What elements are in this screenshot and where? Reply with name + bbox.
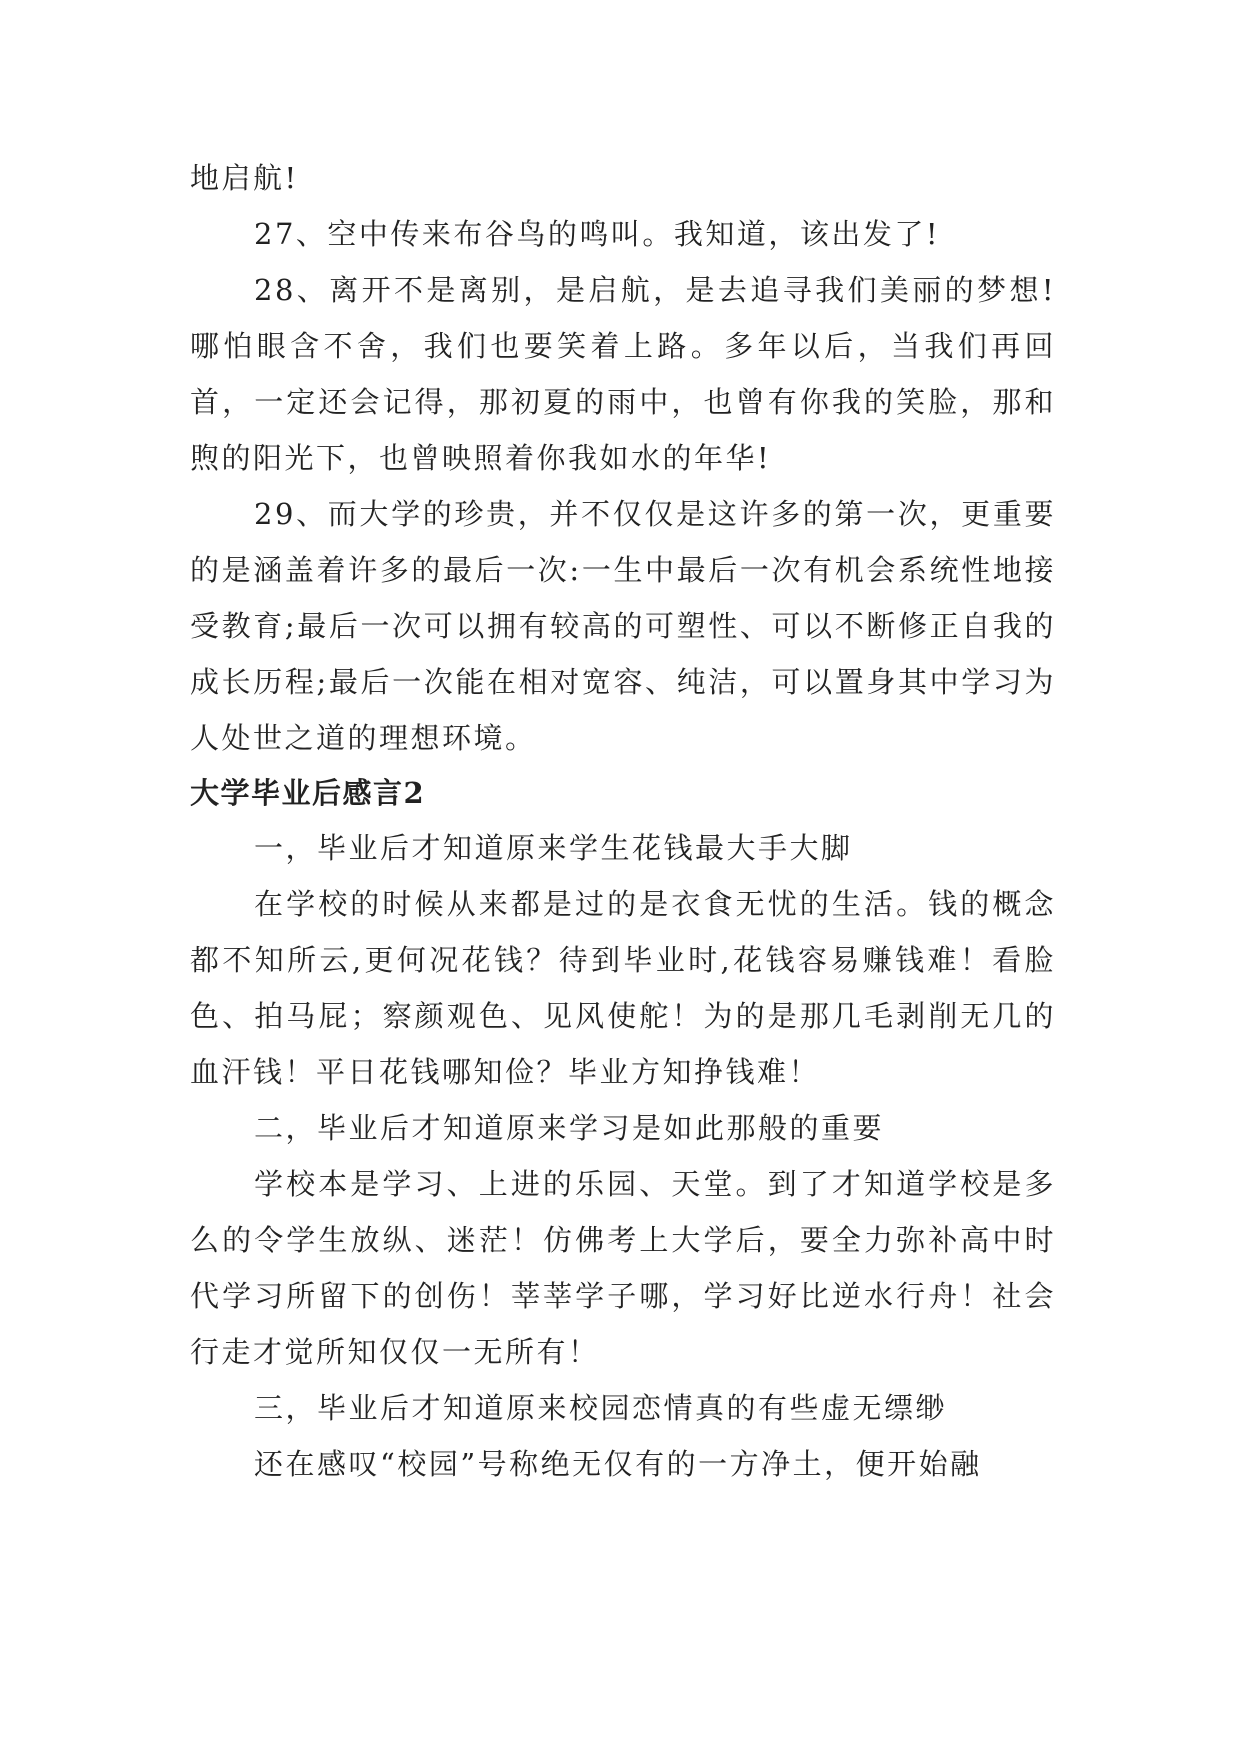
- paragraph-29: 29、而大学的珍贵，并不仅仅是这许多的第一次，更重要的是涵盖着许多的最后一次:一生中最后一次有机会系统性地接受教育;最后一次可以拥有较高的可塑性、可以不断修正自我的成长历程;最后一次能在相对宽容、纯洁，可以置身其中学习为人处世之道的理想环境。: [190, 497, 1056, 755]
- paragraph-28: 28、离开不是离别，是启航，是去追寻我们美丽的梦想!哪怕眼含不舍，我们也要笑着上路。多年以后，当我们再回首，一定还会记得，那初夏的雨中，也曾有你我的笑脸，那和煦的阳光下，也曾映照着你我如水的年华!: [190, 273, 1056, 475]
- paragraph-2: 学校本是学习、上进的乐园、天堂。到了才知道学校是多么的令学生放纵、迷茫！仿佛考上大学后，要全力弥补高中时代学习所留下的创伤！莘莘学子哪，学习好比逆水行舟！社会行走才觉所知仅仅一无所有！: [190, 1167, 1056, 1369]
- paragraph-3: 还在感叹“校园”号称绝无仅有的一方净土，便开始融: [254, 1447, 982, 1481]
- paragraph-27: 27、空中传来布谷鸟的鸣叫。我知道，该出发了!: [254, 217, 941, 251]
- section-title: 大学毕业后感言2: [190, 776, 426, 810]
- document-page: [190, 150, 1056, 1492]
- subheading-1: 一，毕业后才知道原来学生花钱最大手大脚: [254, 831, 853, 865]
- subheading-3: 三，毕业后才知道原来校园恋情真的有些虚无缥缈: [254, 1391, 948, 1425]
- paragraph-continuation: 地启航!: [190, 161, 299, 195]
- paragraph-1: 在学校的时候从来都是过的是衣食无忧的生活。钱的概念都不知所云,更何况花钱？待到毕业时,花钱容易赚钱难！看脸色、拍马屁；察颜观色、见风使舵！为的是那几毛剥削无几的血汗钱！平日花钱哪知俭？毕业方知挣钱难！: [190, 887, 1056, 1089]
- subheading-2: 二，毕业后才知道原来学习是如此那般的重要: [254, 1111, 885, 1145]
